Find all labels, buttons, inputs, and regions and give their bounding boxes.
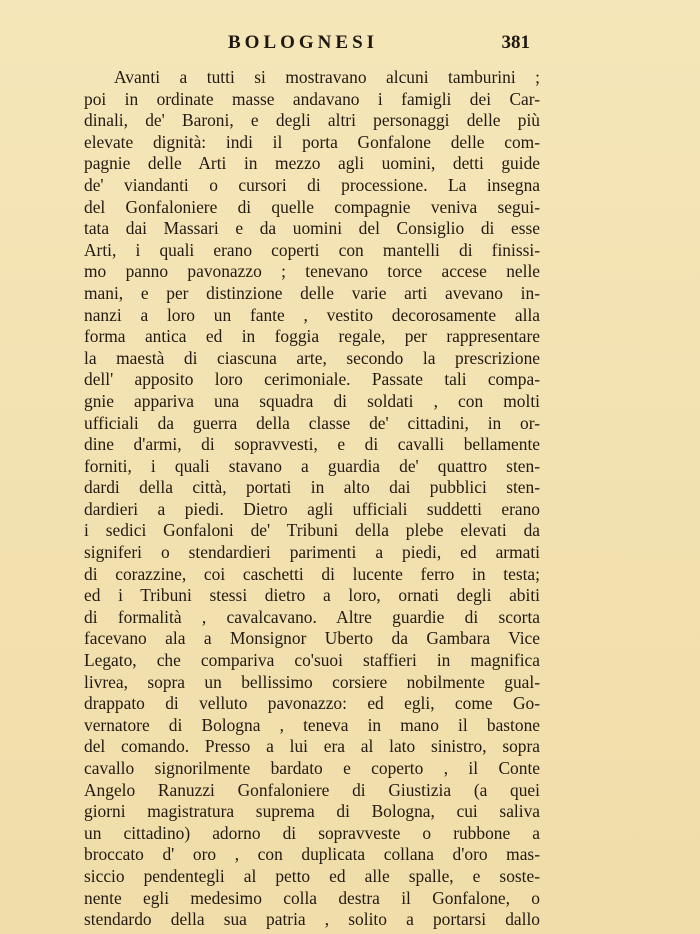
text-line: pagnie delle Arti in mezzo agli uomini, detti guide <box>84 153 540 174</box>
text-line: gnie appariva una squadra di soldati , con molti <box>84 390 540 411</box>
text-line: Avanti a tutti si mostravano alcuni tamburini ; <box>114 67 540 87</box>
text-line: dinali, de' Baroni, e degli altri personaggi delle più <box>84 110 540 131</box>
text-line: nanzi a loro un fante , vestito decorosamente alla <box>84 304 540 325</box>
text-line: stendardo della sua patria , solito a portarsi dallo <box>84 909 540 930</box>
text-line: elevate dignità: indi il porta Gonfalone delle com- <box>84 131 540 152</box>
text-line: la maestà di ciascuna arte, secondo la prescrizione <box>84 347 540 368</box>
text-line: Legato, che compariva co'suoi staffieri in magnifica <box>84 650 540 671</box>
text-line: nente egli medesimo colla destra il Gonfalone, o <box>84 887 540 908</box>
text-line: Arti, i quali erano coperti con mantelli di finissi- <box>84 239 540 260</box>
text-line: di formalità , cavalcavano. Altre guardie di scorta <box>84 606 540 627</box>
text-line: cavallo signorilmente bardato e coperto , il Conte <box>84 758 540 778</box>
text-line: ufficiali da guerra della classe de' cittadini, in or- <box>84 412 540 433</box>
running-head <box>84 30 530 56</box>
text-line: signiferi o stendardieri parimenti a piedi, ed armati <box>84 542 540 563</box>
text-line: livrea, sopra un bellissimo corsiere nobilmente gual- <box>84 671 540 692</box>
text-line: un cittadino) adorno di sopravveste o rubbone a <box>84 822 540 843</box>
text-line: forma antica ed in foggia regale, per rappresentare <box>84 326 540 347</box>
text-line: dell' apposito loro cerimoniale. Passate tali compa- <box>84 369 540 390</box>
text-line: mo panno pavonazzo ; tenevano torce accese nelle <box>84 261 540 282</box>
text-line: forniti, i quali stavano a guardia de' quattro sten- <box>84 455 540 476</box>
text-line: dine d'armi, di sopravvesti, e di cavalli bellamente <box>84 434 540 455</box>
text-line: siccio pendentegli al petto ed alle spalle, e soste- <box>84 865 540 886</box>
text-line: de' viandanti o cursori di processione. La insegna <box>84 174 540 195</box>
text-line: ed i Tribuni stessi dietro a loro, ornati degli abiti <box>84 585 540 606</box>
text-line: di corazzine, coi caschetti di lucente ferro in testa; <box>84 563 540 584</box>
text-line: i sedici Gonfaloni de' Tribuni della plebe elevati da <box>84 520 540 541</box>
text-line: drappato di velluto pavonazzo: ed egli, come Go- <box>84 693 540 714</box>
text-line: broccato d' oro , con duplicata collana d'oro mas- <box>84 844 540 865</box>
page-number: 381 <box>501 32 530 53</box>
text-line: giorni magistratura suprema di Bologna, cui saliva <box>84 801 540 822</box>
text-line: tata dai Massari e da uomini del Consiglio di esse <box>84 218 540 239</box>
text-line: vernatore di Bologna , teneva in mano il bastone <box>84 714 540 735</box>
text-line: mani, e per distinzione delle varie arti avevano in- <box>84 282 540 303</box>
text-line: Angelo Ranuzzi Gonfaloniere di Giustizia (a quei <box>84 779 540 800</box>
text-line: dardieri a piedi. Dietro agli ufficiali suddetti erano <box>84 498 540 519</box>
text-line: facevano ala a Monsignor Uberto da Gambara Vice <box>84 628 540 649</box>
text-line: del comando. Presso a lui era al lato sinistro, sopra <box>84 736 540 757</box>
text-line: dardi della città, portati in alto dai pubblici sten- <box>84 477 540 498</box>
text-line: del Gonfaloniere di quelle compagnie veniva segui- <box>84 196 540 217</box>
running-title: BOLOGNESI <box>228 32 379 53</box>
text-line: poi in ordinate masse andavano i famigli dei Car- <box>84 88 540 109</box>
body-text <box>84 67 540 931</box>
